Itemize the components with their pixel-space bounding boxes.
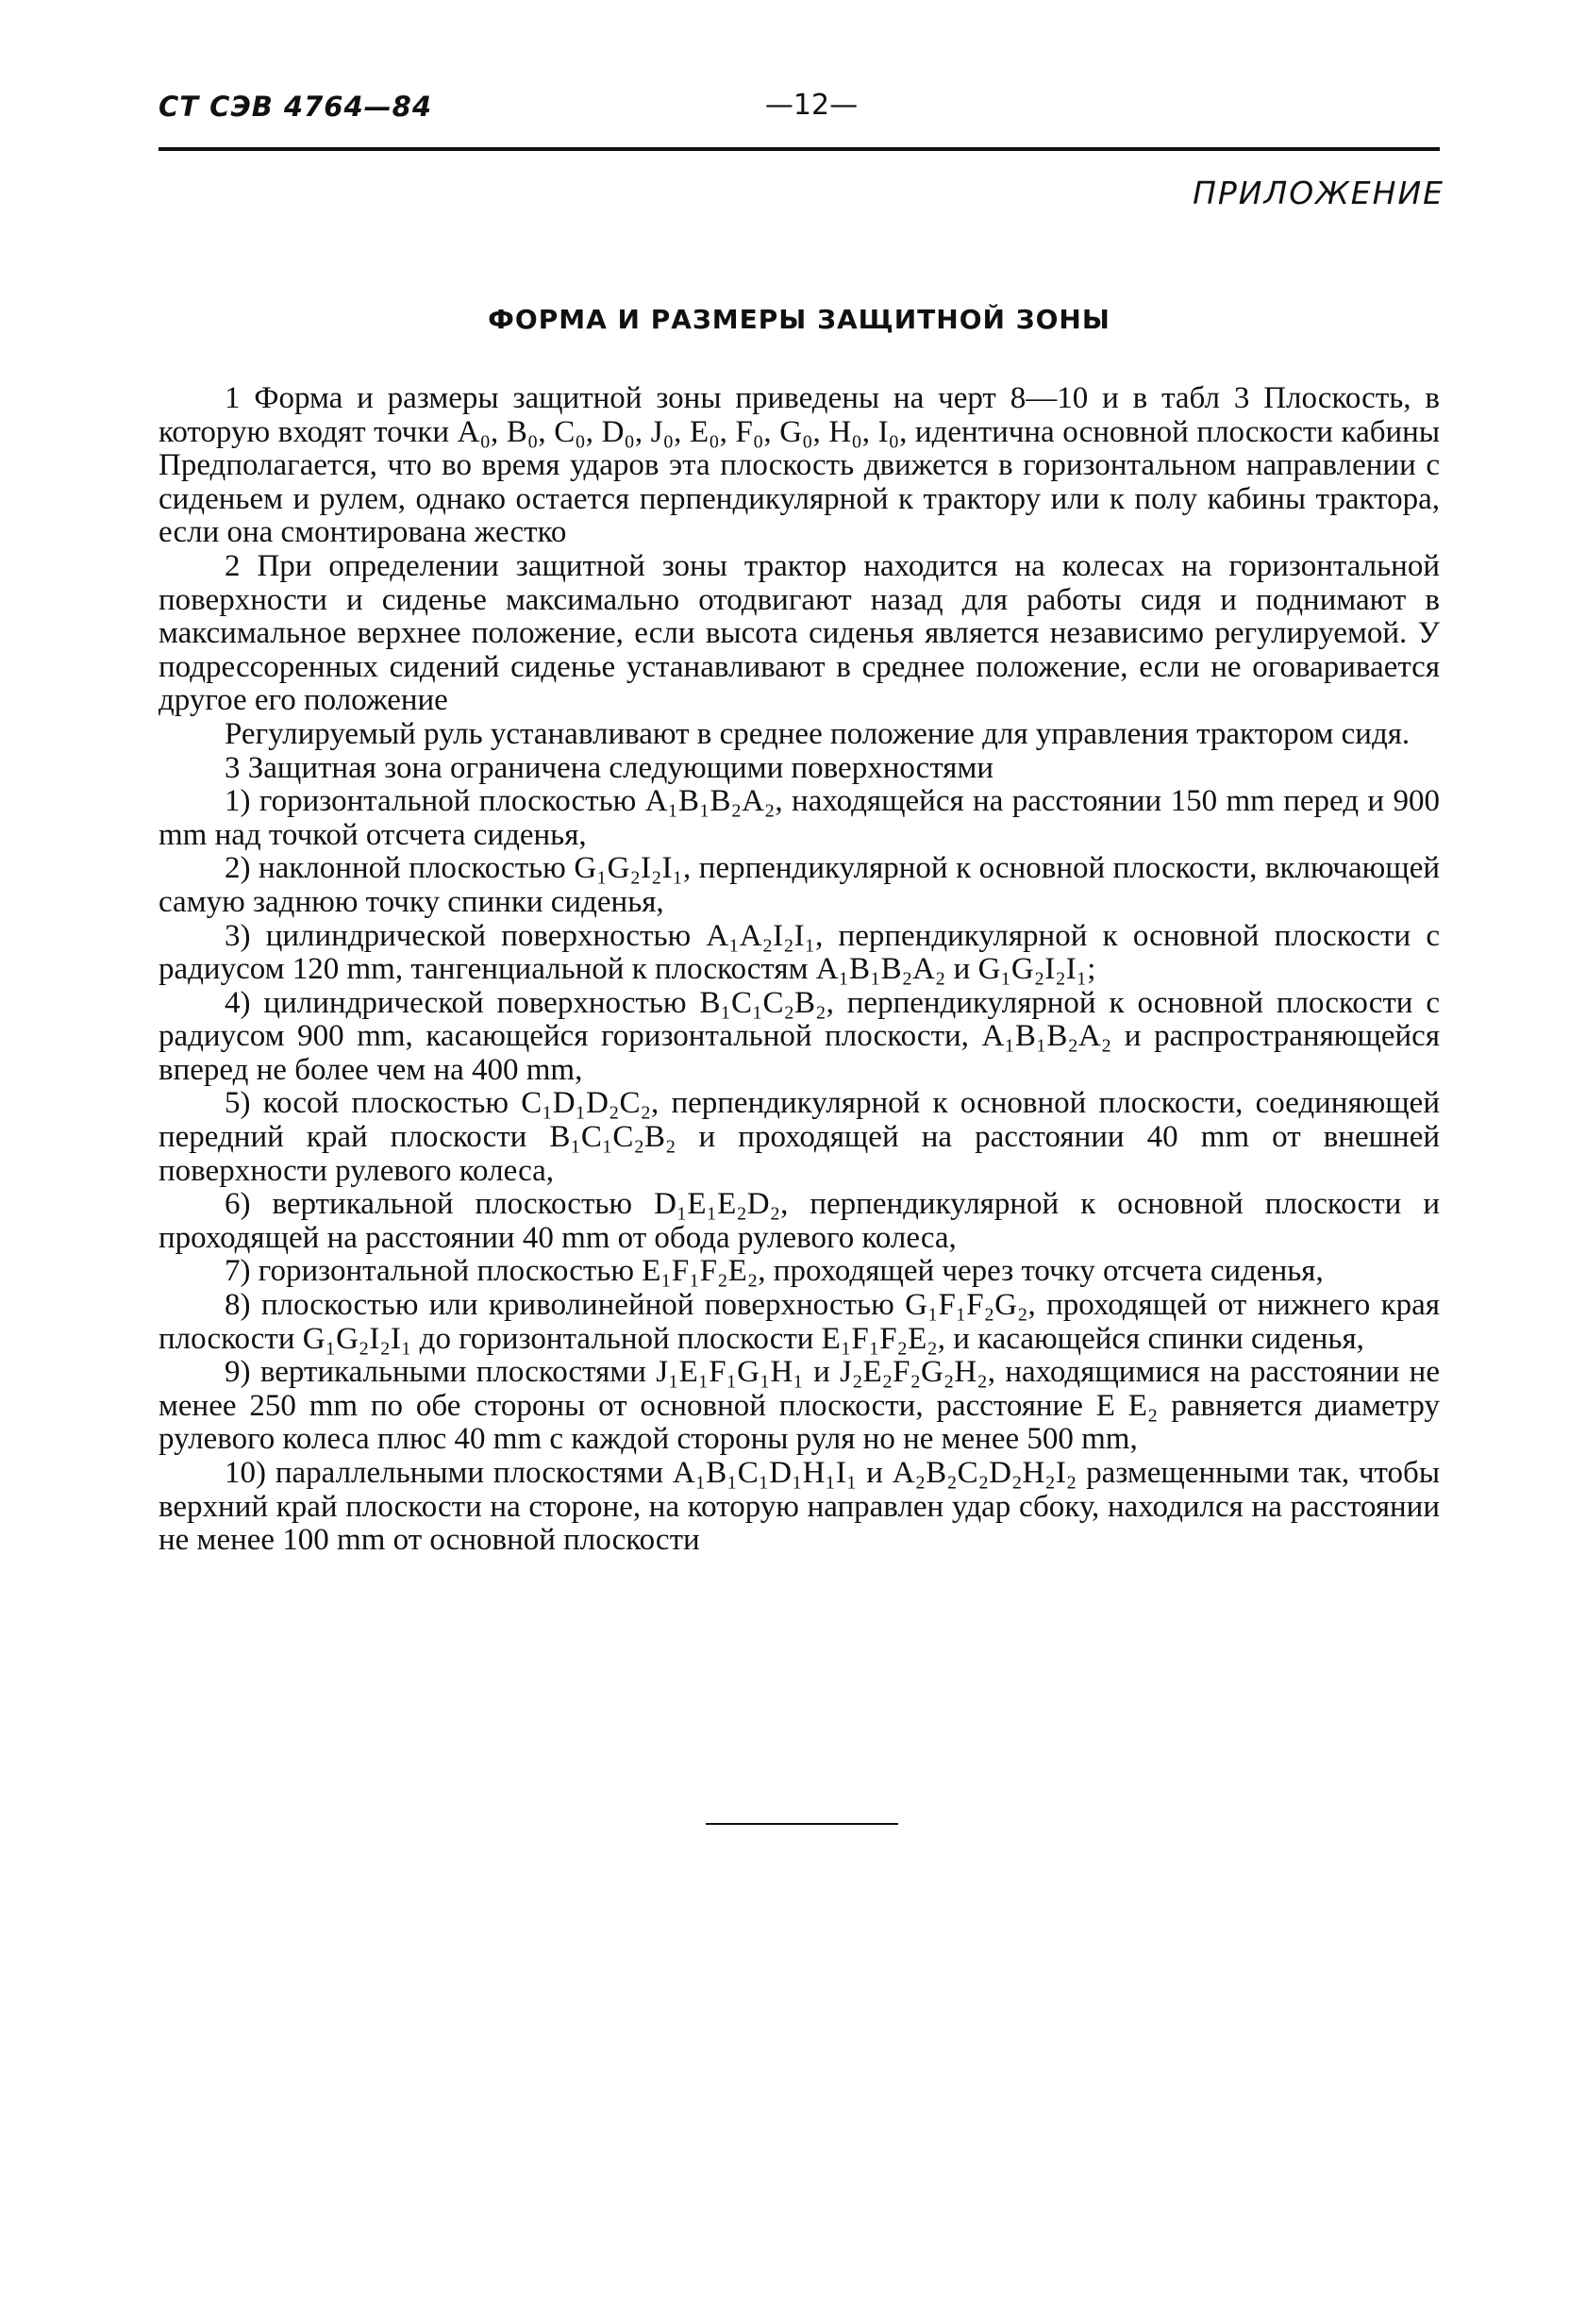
list-item-2: 2) наклонной плоскостью G₁G₂I₂I₁, перпендикулярной к основной плоскости, включающей самую заднюю точку спинки сиденья, [159,851,1440,919]
paragraph-1: 1 Форма и размеры защитной зоны приведены на черт 8—10 и в табл 3 Плоскость, в которую входят точки A₀, B₀, C₀, D₀, J₀, E₀, F₀, G₀, H₀, I₀, идентична основной плоскости кабины Предполагается, что во время ударов эта плоскость движется в горизонтальном направлении с сиденьем и рулем, однако остается перпендикулярной к трактору или к полу кабины трактора, если она смонтирована жестко [159,381,1440,550]
standard-code: СТ СЭВ 4764—84 [159,91,432,123]
paragraph-2: 2 При определении защитной зоны трактор находится на колесах на горизонтальной поверхности и сиденье максимально отодвигают назад для работы сидя и поднимают в максимальное верхнее положение, если высота сиденья является независимо регулируемой. У подрессоренных сидений сиденье устанавливают в среднее положение, если не оговаривается другое его положение [159,548,1440,718]
header-rule [159,147,1440,151]
list-item-1: 1) горизонтальной плоскостью A₁B₁B₂A₂, находящейся на расстоянии 150 mm перед и 900 mm над точкой отсчета сиденья, [159,784,1440,852]
list-item-3: 3) цилиндрической поверхностью A₁A₂I₂I₁, перпендикулярной к основной плоскости с радиусом 120 mm, тангенциальной к плоскостям A₁B₁B₂A₂ и G₁G₂I₂I₁; [159,918,1440,987]
appendix-label: ПРИЛОЖЕНИЕ [1193,175,1444,211]
list-item-5: 5) косой плоскостью C₁D₁D₂C₂, перпендикулярной к основной плоскости, соединяющей передний край плоскости B₁C₁C₂B₂ и проходящей на расстоянии 40 mm от внешней поверхности рулевого колеса, [159,1086,1440,1188]
list-item-8: 8) плоскостью или криволинейной поверхностью G₁F₁F₂G₂, проходящей от нижнего края плоскости G₁G₂I₂I₁ до горизонтальной плоскости E₁F₁F₂E₂, и касающейся спинки сиденья, [159,1288,1440,1356]
section-title: ФОРМА И РАЗМЕРЫ ЗАЩИТНОЙ ЗОНЫ [488,304,1110,335]
list-item-9: 9) вертикальными плоскостями J₁E₁F₁G₁H₁ и J₂E₂F₂G₂H₂, находящимися на расстоянии не менее 250 mm по обе стороны от основной плоскости, расстояние E E₂ равняется диаметру рулевого колеса плюс 40 mm с каждой стороны руля но не менее 500 mm, [159,1355,1440,1457]
paragraph-steering: Регулируемый руль устанавливают в среднее положение для управления трактором сидя. [225,716,1411,751]
list-item-10: 10) параллельными плоскостями A₁B₁C₁D₁H₁I₁ и A₂B₂C₂D₂H₂I₂ размещенными так, чтобы верхний край плоскости на стороне, на которую направлен удар сбоку, находился на расстоянии не менее 100 mm от основной плоскости [159,1456,1440,1558]
list-item-7: 7) горизонтальной плоскостью E₁F₁F₂E₂, проходящей через точку отсчета сиденья, [225,1254,1324,1289]
list-item-6: 6) вертикальной плоскостью D₁E₁E₂D₂, перпендикулярной к основной плоскости и проходящей на расстоянии 40 mm от обода рулевого колеса, [159,1187,1440,1255]
footer-rule [706,1823,898,1825]
document-body [159,382,1440,1558]
list-item-4: 4) цилиндрической поверхностью B₁C₁C₂B₂, перпендикулярной к основной плоскости с радиусом 900 mm, касающейся горизонтальной плоскости, A₁B₁B₂A₂ и распространяющейся вперед не более чем на 400 mm, [159,985,1440,1087]
paragraph-3: 3 Защитная зона ограничена следующими поверхностями [225,750,994,785]
page-number: —12— [764,89,859,122]
